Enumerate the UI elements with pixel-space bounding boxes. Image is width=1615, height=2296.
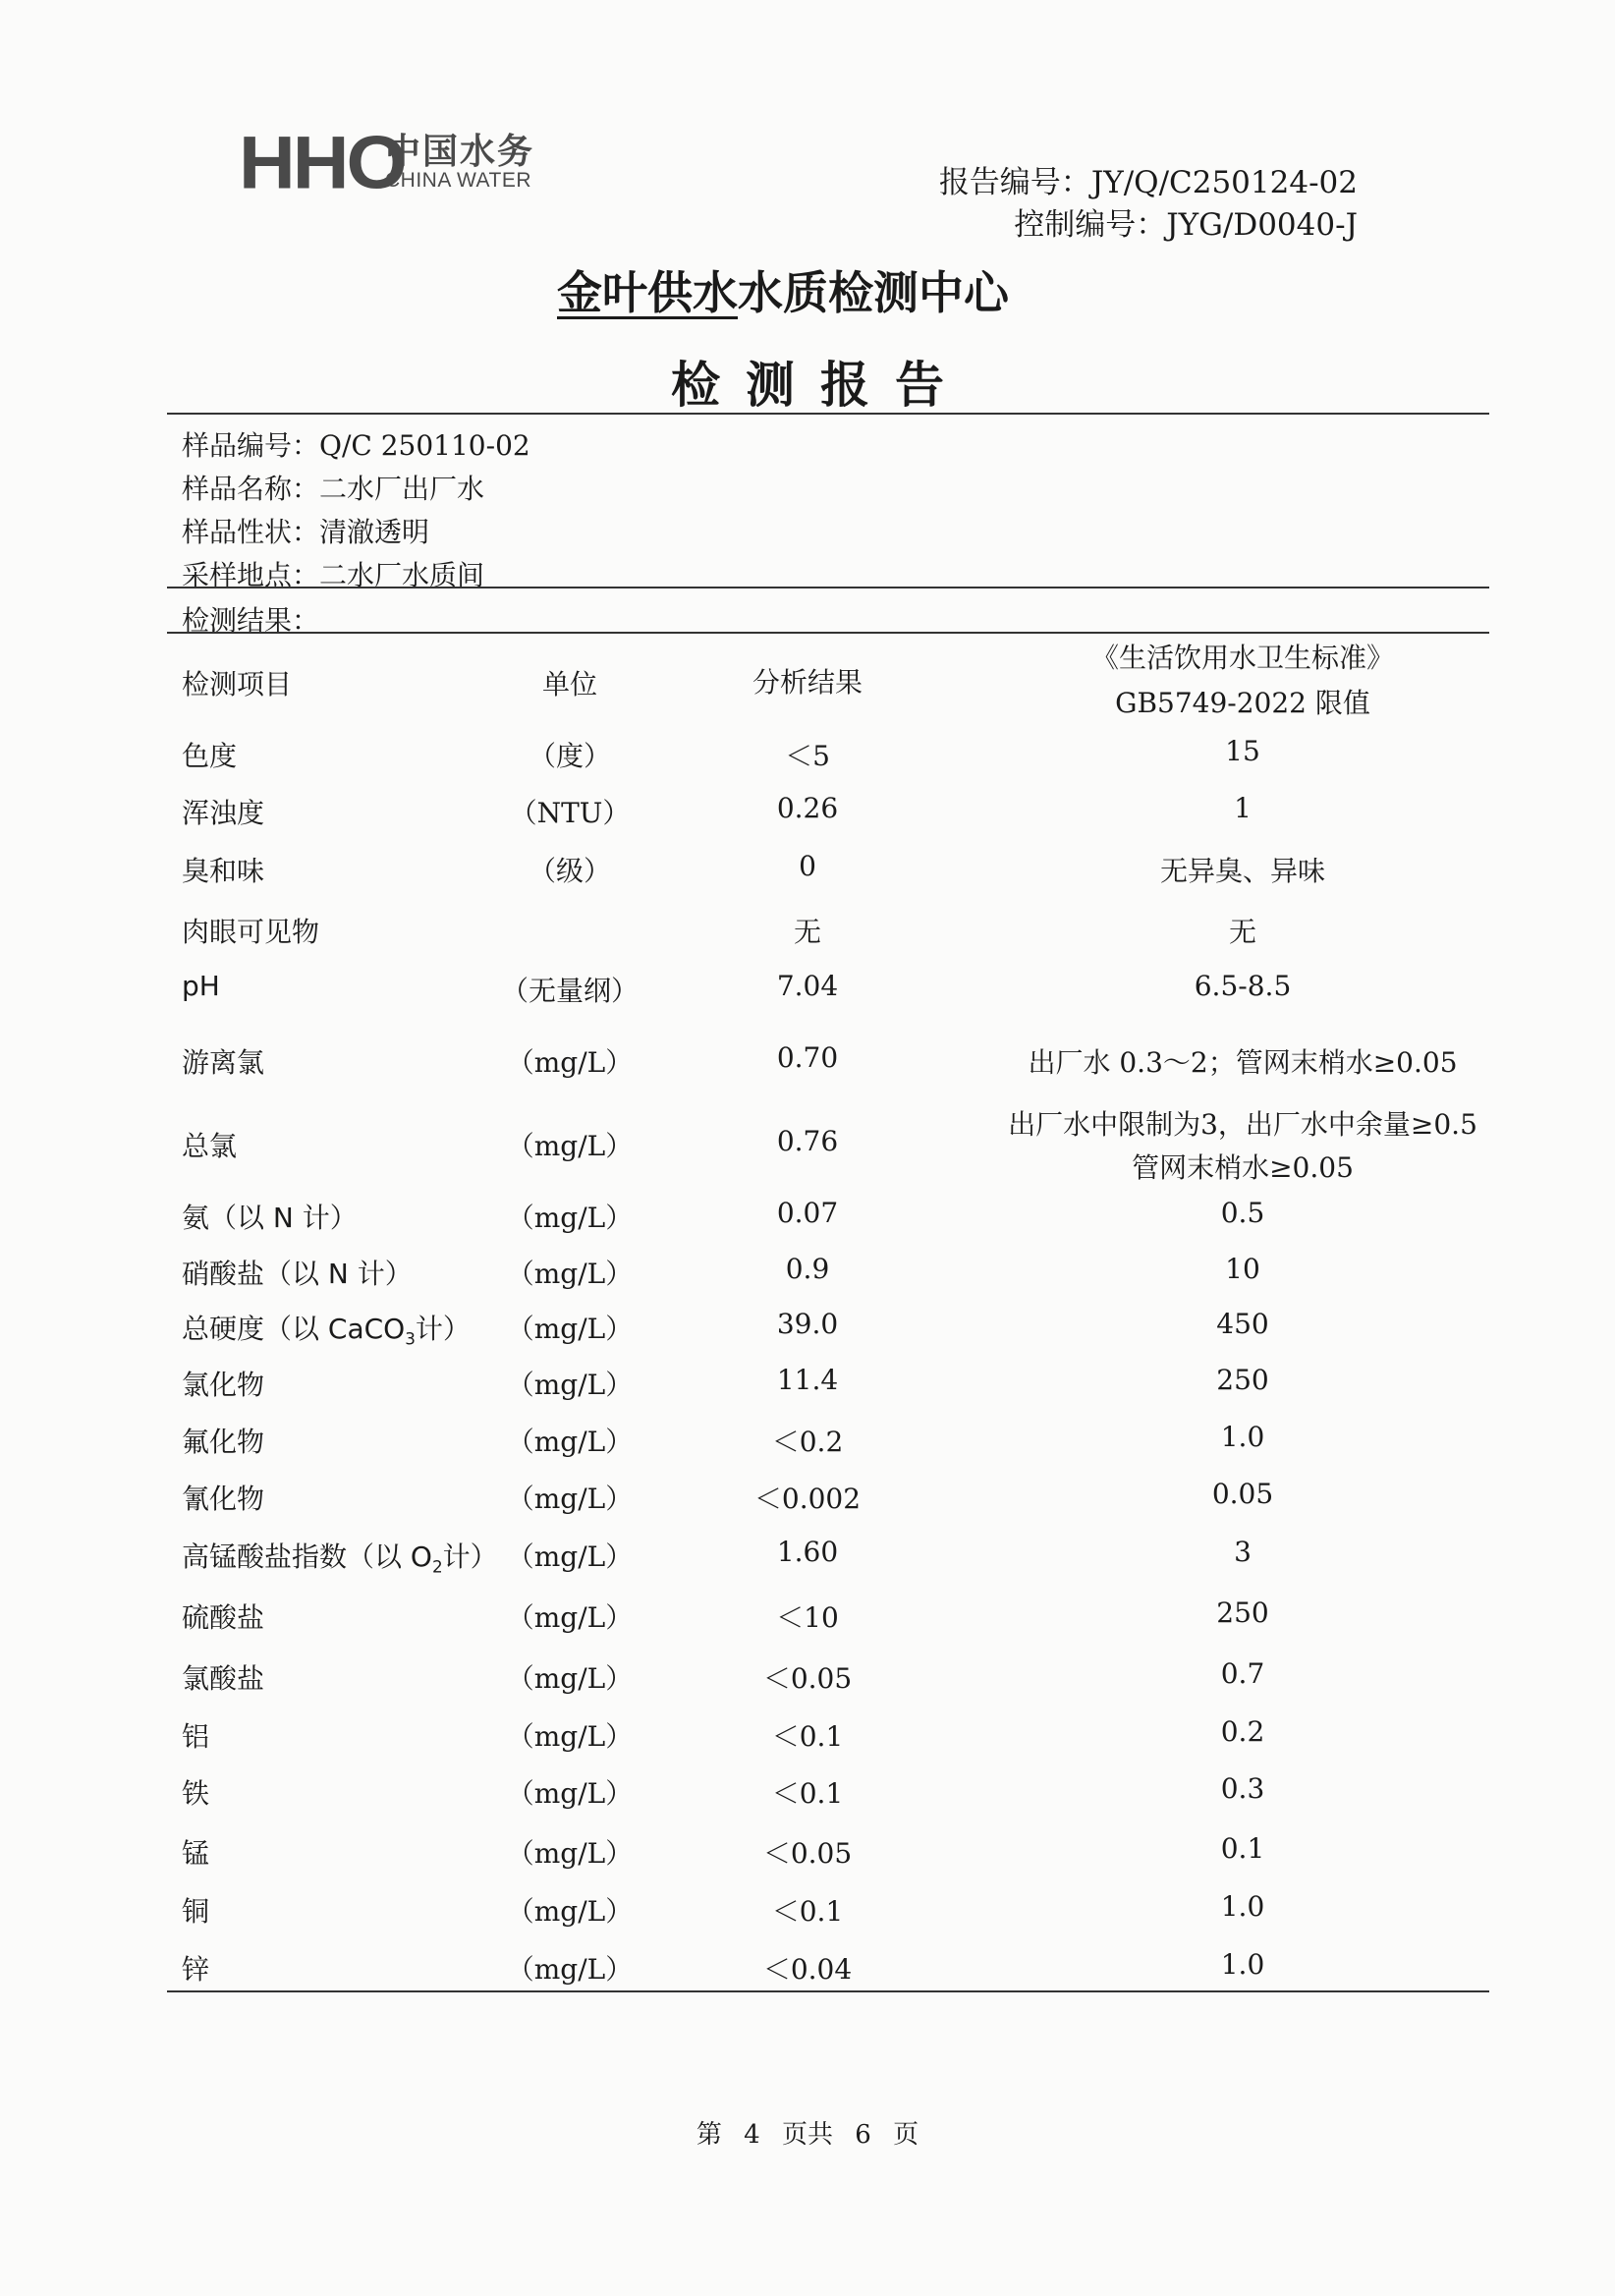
center-title [557, 257, 1009, 322]
row-item: 铁 [182, 1777, 210, 1810]
row-limit: 10 [1225, 1253, 1260, 1285]
row-result: 0.76 [776, 1125, 839, 1157]
sample-line [182, 424, 530, 464]
row-limit: 出厂水中限制为3，出厂水中余量≥0.5 [1008, 1108, 1477, 1141]
row-limit: 无异臭、异味 [1159, 855, 1325, 887]
row-result: 11.4 [776, 1364, 839, 1396]
row-item: 硫酸盐 [182, 1601, 265, 1634]
row-result: ＜0.1 [771, 1895, 844, 1928]
row-result: 0.26 [776, 792, 839, 824]
control-number-value: JYG/D0040-J [1166, 207, 1358, 243]
row-limit: 0.2 [1220, 1715, 1265, 1748]
row-limit: 450 [1216, 1308, 1269, 1340]
row-item: 浑浊度 [182, 797, 265, 829]
row-item [182, 1536, 498, 1577]
row-result: ＜0.1 [771, 1777, 844, 1810]
row-item: 氨（以 N 计） [182, 1202, 358, 1234]
row-result: 0 [799, 850, 816, 882]
row-result: ＜0.05 [762, 1837, 853, 1870]
row-result: 0.9 [785, 1253, 830, 1285]
sample-value: Q/C 250110-02 [319, 429, 530, 462]
row-item: 硝酸盐（以 N 计） [182, 1258, 413, 1290]
sample-value: 二水厂水质间 [319, 559, 485, 591]
row-result: 0.07 [776, 1197, 839, 1229]
row-item: 锌 [182, 1953, 210, 1986]
header-item: 检测项目 [182, 668, 293, 700]
row-limit: 1 [1234, 792, 1252, 824]
divider-results [167, 632, 1489, 634]
divider-top [167, 413, 1489, 415]
row-limit: 0.05 [1211, 1478, 1274, 1510]
row-result: ＜0.04 [762, 1953, 853, 1986]
row-limit: 0.5 [1220, 1197, 1265, 1229]
logo-english-name: CHINA WATER [385, 169, 532, 192]
row-unit: （mg/L） [506, 1202, 634, 1234]
row-item: 游离氯 [182, 1046, 265, 1079]
row-item-text: 高锰酸盐指数（以 O [182, 1540, 432, 1573]
row-item: 锰 [182, 1837, 210, 1870]
row-result: 1.60 [776, 1536, 839, 1568]
row-limit: 1.0 [1220, 1890, 1265, 1923]
row-unit: （mg/L） [506, 1837, 634, 1870]
row-limit: 0.3 [1220, 1772, 1265, 1805]
footer-middle: 页共 [781, 2120, 833, 2150]
row-unit: （度） [528, 740, 611, 772]
row-limit: 6.5-8.5 [1194, 970, 1292, 1002]
row-result: ＜5 [785, 740, 830, 772]
row-unit: （mg/L） [506, 1313, 634, 1345]
logo-mark: HHO [239, 121, 405, 204]
header-limit-line1: 《生活饮用水卫生标准》 [1090, 642, 1394, 674]
row-item: 色度 [182, 740, 238, 772]
row-unit: （mg/L） [506, 1601, 634, 1634]
row-limit: 1.0 [1220, 1948, 1265, 1981]
row-unit: （mg/L） [506, 1046, 634, 1079]
row-limit: 250 [1216, 1596, 1269, 1629]
row-item: 氯酸盐 [182, 1662, 265, 1695]
sample-label: 采样地点： [182, 559, 320, 591]
row-result: ＜0.002 [753, 1483, 862, 1515]
report-number-label: 报告编号： [938, 165, 1091, 200]
center-title-rest: 水质检测中心 [738, 266, 1009, 319]
control-number-label: 控制编号： [1014, 207, 1167, 243]
header-unit: 单位 [541, 668, 597, 700]
report-number [939, 157, 1358, 201]
row-item [182, 1308, 471, 1349]
row-item: 铝 [182, 1720, 210, 1753]
row-limit: 无 [1228, 916, 1256, 948]
row-item: 氟化物 [182, 1426, 265, 1458]
sample-value: 清澈透明 [319, 516, 430, 548]
row-unit: （mg/L） [506, 1662, 634, 1695]
control-number [1014, 199, 1358, 244]
sample-line [182, 468, 484, 507]
row-unit: （mg/L） [506, 1540, 634, 1573]
row-item-text: 计） [442, 1540, 498, 1573]
row-result: 0.70 [776, 1041, 839, 1074]
report-title: 检测报告 [671, 357, 970, 414]
row-item: pH [182, 970, 220, 1002]
row-result: 无 [793, 916, 821, 948]
page-footer [0, 2114, 1615, 2151]
divider-info [167, 587, 1489, 588]
row-item-subscript: 3 [405, 1328, 416, 1349]
header-result: 分析结果 [752, 666, 863, 699]
row-unit: （mg/L） [506, 1258, 634, 1290]
row-item: 铜 [182, 1895, 210, 1928]
center-title-underlined: 金叶供水 [557, 266, 738, 319]
sample-label: 样品名称： [182, 473, 320, 505]
footer-prefix: 第 [696, 2120, 722, 2150]
sample-label: 样品编号： [182, 429, 320, 462]
sample-label: 样品性状： [182, 516, 320, 548]
row-unit: （mg/L） [506, 1777, 634, 1810]
row-unit: （mg/L） [506, 1895, 634, 1928]
row-result: 7.04 [776, 970, 839, 1002]
row-unit: （mg/L） [506, 1483, 634, 1515]
row-limit: 0.1 [1220, 1832, 1265, 1865]
row-unit: （无量纲） [500, 975, 639, 1007]
row-unit: （NTU） [509, 797, 631, 829]
row-limit: 15 [1225, 735, 1260, 767]
row-item-text: 总硬度（以 CaCO [182, 1313, 406, 1345]
row-item: 氰化物 [182, 1483, 265, 1515]
report-number-value: JY/Q/C250124-02 [1090, 165, 1358, 200]
footer-page: 4 [744, 2120, 760, 2150]
row-unit: （级） [528, 855, 611, 887]
divider-bottom [167, 1990, 1489, 1992]
row-limit: 3 [1234, 1536, 1252, 1568]
row-limit: 0.7 [1220, 1657, 1265, 1690]
row-result: ＜0.1 [771, 1720, 844, 1753]
results-label: 检测结果： [182, 604, 320, 637]
row-result: ＜0.2 [771, 1426, 844, 1458]
row-limit: 250 [1216, 1364, 1269, 1396]
row-limit-line2: 管网末梢水≥0.05 [1132, 1151, 1354, 1184]
row-limit: 1.0 [1220, 1421, 1265, 1453]
sample-line [182, 511, 429, 550]
row-unit: （mg/L） [506, 1953, 634, 1986]
row-item-text: 计） [415, 1313, 471, 1345]
row-unit: （mg/L） [506, 1130, 634, 1162]
row-item: 臭和味 [182, 855, 265, 887]
footer-total: 6 [855, 2120, 871, 2150]
row-limit: 出厂水 0.3～2；管网末梢水≥0.05 [1028, 1046, 1458, 1079]
row-result: ＜0.05 [762, 1662, 853, 1695]
row-result: 39.0 [776, 1308, 839, 1340]
row-item-subscript: 2 [431, 1556, 443, 1577]
header-limit-line2: GB5749-2022 限值 [1115, 687, 1370, 719]
row-unit: （mg/L） [506, 1720, 634, 1753]
footer-suffix: 页 [893, 2120, 919, 2150]
sample-value: 二水厂出厂水 [319, 473, 485, 505]
row-item: 总氯 [182, 1130, 238, 1162]
row-unit: （mg/L） [506, 1426, 634, 1458]
row-unit: （mg/L） [506, 1369, 634, 1401]
logo-chinese-name: 中国水务 [385, 132, 535, 172]
row-item: 氯化物 [182, 1369, 265, 1401]
row-item: 肉眼可见物 [182, 916, 320, 948]
row-result: ＜10 [776, 1601, 839, 1634]
